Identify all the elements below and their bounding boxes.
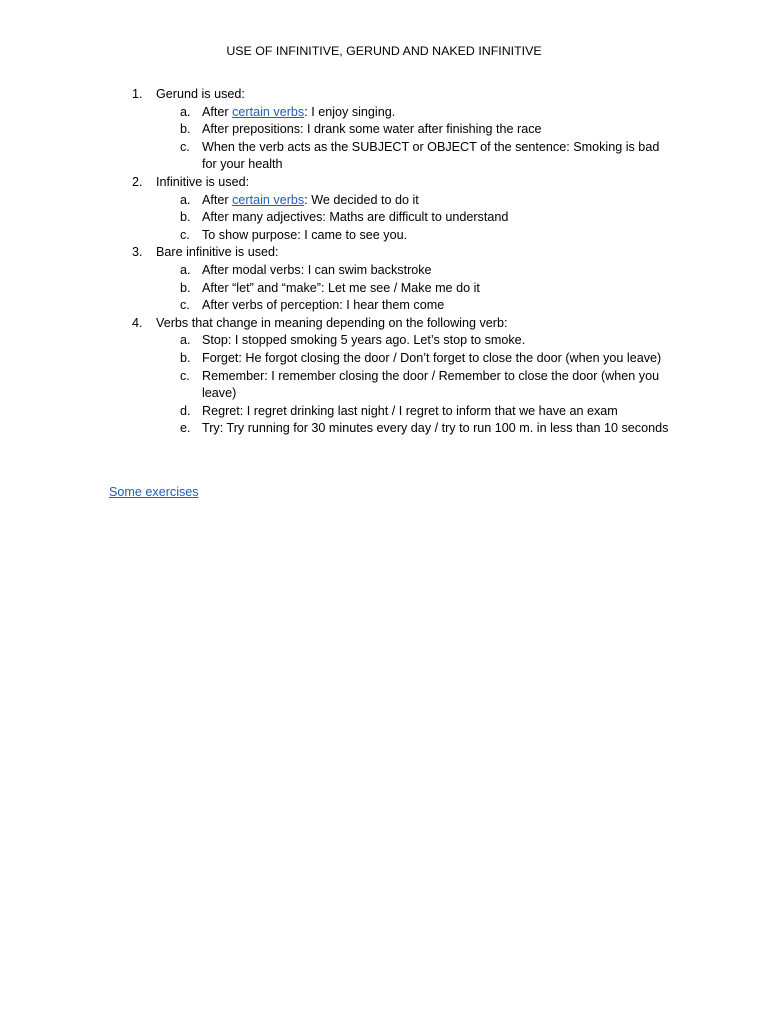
sub-letter: c. [180, 298, 190, 313]
certain-verbs-link[interactable]: certain verbs [232, 104, 305, 119]
some-exercises-link[interactable]: Some exercises [109, 485, 199, 499]
sub-item [109, 368, 669, 403]
sub-text: After many adjectives: Maths are difficult to understand [202, 210, 509, 225]
sub-letter: a. [180, 262, 191, 277]
sub-text: After modal verbs: I can swim backstroke [202, 262, 432, 277]
sub-item [109, 104, 669, 122]
sub-letter: c. [180, 139, 190, 154]
sub-item [109, 350, 669, 368]
list-number: 3. [132, 245, 143, 260]
sub-item [109, 280, 669, 298]
page-title: USE OF INFINITIVE, GERUND AND NAKED INFINITIVE [226, 44, 542, 58]
list-number: 4. [132, 315, 143, 330]
section-heading: Gerund is used: [156, 87, 245, 101]
sub-text: After “let” and “make”: Let me see / Make me do it [202, 280, 480, 295]
sub-item [109, 209, 669, 227]
grammar-list [109, 86, 669, 438]
list-number: 2. [132, 174, 143, 189]
list-item-meaning-change [109, 315, 669, 333]
sub-letter: b. [180, 122, 191, 137]
section-heading: Bare infinitive is used: [156, 245, 279, 260]
sub-text: When the verb acts as the SUBJECT or OBJECT of the sentence: Smoking is bad for your health [202, 139, 660, 172]
sub-item [109, 297, 669, 315]
sub-letter: a. [180, 333, 191, 348]
sub-text-post: : We decided to do it [304, 192, 419, 207]
sub-letter: c. [180, 227, 190, 242]
sub-text: To show purpose: I came to see you. [202, 227, 408, 242]
sub-text: After verbs of perception: I hear them come [202, 298, 445, 313]
sub-item [109, 227, 669, 245]
list-number: 1. [132, 87, 143, 101]
sub-letter: b. [180, 280, 191, 295]
sub-text: Remember: I remember closing the door / Remember to close the door (when you leave) [202, 368, 660, 401]
sub-letter: e. [180, 421, 191, 436]
section-heading: Verbs that change in meaning depending on the following verb: [156, 315, 508, 330]
sub-letter: a. [180, 104, 191, 119]
sub-item [109, 262, 669, 280]
sub-text: Try: Try running for 30 minutes every day / try to run 100 m. in less than 10 seconds [202, 421, 669, 436]
certain-verbs-link[interactable]: certain verbs [232, 192, 305, 207]
list-item-bare-infinitive [109, 244, 669, 262]
sub-item [109, 332, 669, 350]
sub-item [109, 139, 669, 174]
sub-letter: b. [180, 210, 191, 225]
sub-letter: b. [180, 350, 191, 365]
sub-item [109, 403, 669, 421]
sub-letter: d. [180, 403, 191, 418]
sub-text-post: : I enjoy singing. [304, 104, 396, 119]
sub-letter: c. [180, 368, 190, 383]
sub-text: After prepositions: I drank some water after finishing the race [202, 122, 542, 137]
section-heading: Infinitive is used: [156, 174, 250, 189]
sub-text: Forget: He forgot closing the door / Don’t forget to close the door (when you leave) [202, 350, 662, 365]
sub-item [109, 121, 669, 139]
sub-text: Regret: I regret drinking last night / I regret to inform that we have an exam [202, 403, 618, 418]
sub-text-pre: After [202, 104, 233, 119]
list-item-infinitive [109, 174, 669, 192]
sub-item [109, 420, 669, 438]
sub-letter: a. [180, 192, 191, 207]
sub-text-pre: After [202, 192, 233, 207]
list-item-gerund [109, 86, 669, 104]
sub-item [109, 192, 669, 210]
sub-text: Stop: I stopped smoking 5 years ago. Let’s stop to smoke. [202, 333, 526, 348]
